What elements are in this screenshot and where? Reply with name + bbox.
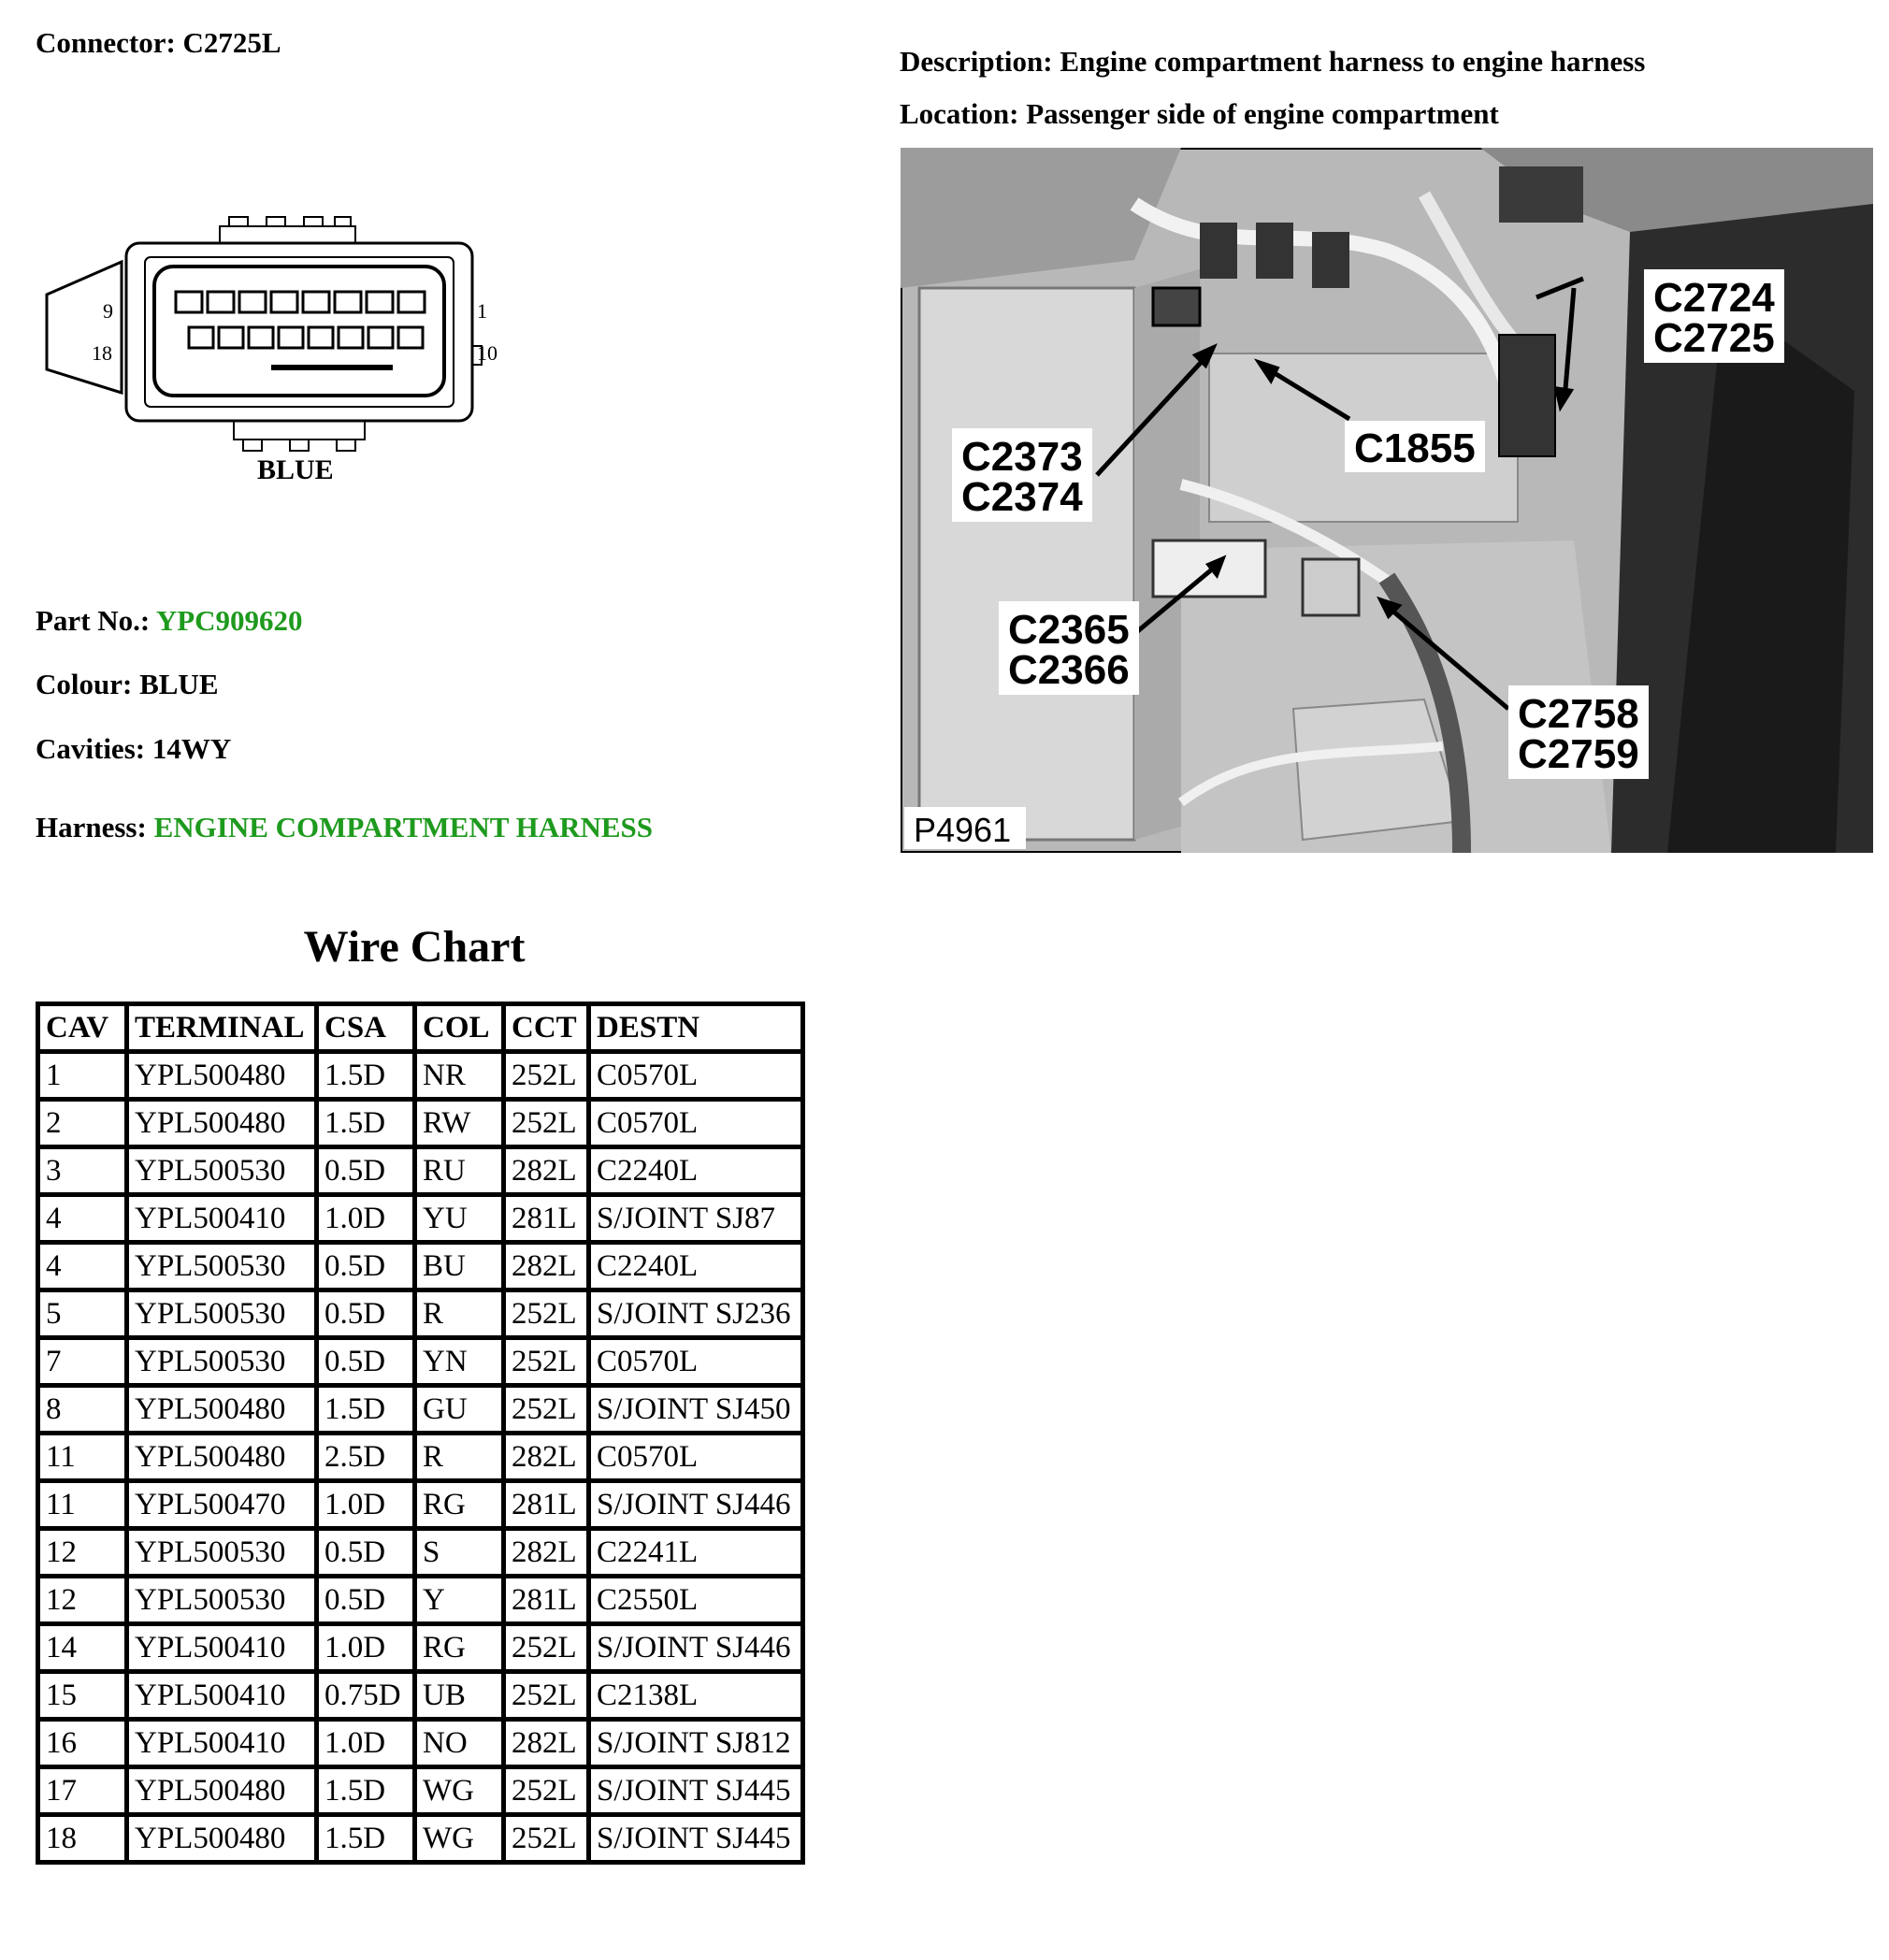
cell-terminal: YPL500530 (127, 1290, 317, 1338)
polarization-key (271, 365, 393, 370)
cell-terminal: YPL500480 (127, 1100, 317, 1147)
cell-cav: 4 (38, 1243, 127, 1290)
cell-terminal: YPL500530 (127, 1147, 317, 1195)
cell-destn: S/JOINT SJ812 (589, 1720, 803, 1767)
cell-csa: 1.5D (317, 1100, 415, 1147)
cell-terminal: YPL500410 (127, 1720, 317, 1767)
table-row (38, 1243, 803, 1290)
cell-csa: 0.5D (317, 1290, 415, 1338)
cell-cav: 7 (38, 1338, 127, 1386)
part-no-value: YPC909620 (155, 604, 303, 637)
location-label: Location: (900, 97, 1019, 130)
colour-label: Colour: (36, 668, 133, 700)
cell-col: Y (415, 1577, 504, 1624)
figure-id-box (904, 807, 1026, 849)
cell-cct: 252L (504, 1052, 589, 1100)
location-line (900, 97, 1499, 131)
cell-cct: 282L (504, 1147, 589, 1195)
connector-side-tab (47, 262, 122, 393)
callout-c1855-text: C1855 (1354, 425, 1476, 471)
header-cct: CCT (504, 1004, 589, 1052)
cell-cav: 17 (38, 1767, 127, 1815)
cell-col: BU (415, 1243, 504, 1290)
cell-destn: C2550L (589, 1577, 803, 1624)
callout-c2758-c2759 (1508, 685, 1649, 779)
cell-col: R (415, 1290, 504, 1338)
cell-cav: 5 (38, 1290, 127, 1338)
table-row (38, 1720, 803, 1767)
table-row (38, 1624, 803, 1672)
cell-cct: 252L (504, 1624, 589, 1672)
cell-cct: 252L (504, 1290, 589, 1338)
cell-col: RG (415, 1481, 504, 1529)
cell-terminal: YPL500480 (127, 1386, 317, 1434)
table-row (38, 1100, 803, 1147)
cell-csa: 0.5D (317, 1577, 415, 1624)
cavity-row-top (176, 292, 425, 312)
part-no-line (36, 604, 303, 638)
cell-terminal: YPL500530 (127, 1577, 317, 1624)
cell-destn: S/JOINT SJ445 (589, 1767, 803, 1815)
cell-cav: 1 (38, 1052, 127, 1100)
cell-cav: 15 (38, 1672, 127, 1720)
cell-csa: 0.5D (317, 1147, 415, 1195)
cell-destn: C0570L (589, 1052, 803, 1100)
cell-destn: S/JOINT SJ445 (589, 1815, 803, 1863)
cell-terminal: YPL500530 (127, 1338, 317, 1386)
cell-col: NO (415, 1720, 504, 1767)
connector-face-diagram (37, 206, 524, 486)
cell-destn: C2240L (589, 1243, 803, 1290)
location-photo (901, 148, 1873, 853)
cell-cav: 3 (38, 1147, 127, 1195)
callout-c2373: C2373 (961, 434, 1083, 480)
cell-cct: 282L (504, 1243, 589, 1290)
cell-cct: 252L (504, 1338, 589, 1386)
cell-cav: 16 (38, 1720, 127, 1767)
cell-cav: 11 (38, 1434, 127, 1481)
cell-csa: 0.5D (317, 1338, 415, 1386)
cell-cav: 11 (38, 1481, 127, 1529)
table-row (38, 1434, 803, 1481)
cell-destn: C2138L (589, 1672, 803, 1720)
cell-col: S (415, 1529, 504, 1577)
cell-col: RW (415, 1100, 504, 1147)
cell-csa: 0.5D (317, 1529, 415, 1577)
cell-cct: 252L (504, 1386, 589, 1434)
cell-destn: C0570L (589, 1338, 803, 1386)
table-row (38, 1577, 803, 1624)
cell-terminal: YPL500530 (127, 1243, 317, 1290)
header-col: COL (415, 1004, 504, 1052)
cell-cct: 281L (504, 1195, 589, 1243)
part-no-label: Part No.: (36, 604, 151, 637)
cell-col: YU (415, 1195, 504, 1243)
cell-terminal: YPL500410 (127, 1672, 317, 1720)
cell-col: YN (415, 1338, 504, 1386)
cell-col: NR (415, 1052, 504, 1100)
callout-c2373-c2374 (952, 428, 1092, 522)
cell-destn: C0570L (589, 1100, 803, 1147)
table-row (38, 1767, 803, 1815)
table-row (38, 1386, 803, 1434)
location-value: Passenger side of engine compartment (1026, 97, 1499, 130)
cell-cav: 4 (38, 1195, 127, 1243)
cell-terminal: YPL500480 (127, 1052, 317, 1100)
callout-c2365-c2366 (999, 601, 1139, 695)
connector-value: C2725L (182, 26, 281, 59)
pin-18-label: 18 (92, 341, 112, 365)
cell-cav: 18 (38, 1815, 127, 1863)
callout-c2759: C2759 (1518, 731, 1639, 777)
header-destn: DESTN (589, 1004, 803, 1052)
cell-csa: 1.0D (317, 1481, 415, 1529)
cell-terminal: YPL500480 (127, 1434, 317, 1481)
callout-c2724: C2724 (1653, 275, 1775, 321)
figure-id: P4961 (914, 811, 1012, 849)
cell-cct: 252L (504, 1767, 589, 1815)
cell-csa: 1.5D (317, 1386, 415, 1434)
cell-terminal: YPL500530 (127, 1529, 317, 1577)
cell-csa: 1.0D (317, 1624, 415, 1672)
table-row (38, 1195, 803, 1243)
cell-terminal: YPL500410 (127, 1195, 317, 1243)
cell-cav: 2 (38, 1100, 127, 1147)
table-row (38, 1529, 803, 1577)
cell-cct: 252L (504, 1815, 589, 1863)
cell-destn: S/JOINT SJ446 (589, 1624, 803, 1672)
description-label: Description: (900, 45, 1053, 78)
wire-chart-title: Wire Chart (303, 922, 526, 972)
cell-terminal: YPL500470 (127, 1481, 317, 1529)
cell-terminal: YPL500410 (127, 1624, 317, 1672)
callout-c2725: C2725 (1653, 315, 1775, 361)
table-row (38, 1672, 803, 1720)
callout-c2758: C2758 (1518, 691, 1639, 737)
cell-col: WG (415, 1815, 504, 1863)
cavity-row-bottom (189, 327, 423, 348)
callout-c2365: C2365 (1008, 607, 1130, 653)
cell-cct: 282L (504, 1434, 589, 1481)
harness-value: ENGINE COMPARTMENT HARNESS (153, 811, 654, 843)
harness-label: Harness: (36, 811, 147, 843)
colour-value: BLUE (139, 668, 219, 700)
cell-col: UB (415, 1672, 504, 1720)
pin-1-label: 1 (477, 299, 487, 323)
harness-line (36, 811, 653, 844)
cell-csa: 1.0D (317, 1195, 415, 1243)
table-row (38, 1290, 803, 1338)
cavities-line (36, 732, 231, 766)
cell-destn: C2241L (589, 1529, 803, 1577)
cell-destn: S/JOINT SJ450 (589, 1386, 803, 1434)
cell-cav: 12 (38, 1577, 127, 1624)
cell-col: RU (415, 1147, 504, 1195)
diagram-colour-label: BLUE (257, 454, 334, 485)
cell-cct: 281L (504, 1577, 589, 1624)
callout-c1855 (1345, 421, 1485, 472)
cell-col: R (415, 1434, 504, 1481)
cell-destn: C0570L (589, 1434, 803, 1481)
header-cav: CAV (38, 1004, 127, 1052)
cell-col: GU (415, 1386, 504, 1434)
cell-destn: S/JOINT SJ87 (589, 1195, 803, 1243)
cell-csa: 1.0D (317, 1720, 415, 1767)
cell-csa: 0.75D (317, 1672, 415, 1720)
cell-col: WG (415, 1767, 504, 1815)
connector-label: Connector: (36, 26, 176, 59)
cavities-value: 14WY (151, 732, 232, 765)
header-csa: CSA (317, 1004, 415, 1052)
table-row (38, 1052, 803, 1100)
cell-csa: 0.5D (317, 1243, 415, 1290)
callout-c2366: C2366 (1008, 647, 1130, 693)
cell-terminal: YPL500480 (127, 1815, 317, 1863)
wire-chart-header-row (38, 1004, 803, 1052)
cell-csa: 2.5D (317, 1434, 415, 1481)
table-row (38, 1481, 803, 1529)
description-line (900, 45, 1645, 79)
cell-cct: 252L (504, 1672, 589, 1720)
cell-destn: S/JOINT SJ446 (589, 1481, 803, 1529)
cell-cct: 252L (504, 1100, 589, 1147)
cell-destn: S/JOINT SJ236 (589, 1290, 803, 1338)
cell-cav: 14 (38, 1624, 127, 1672)
callout-c2374: C2374 (961, 474, 1083, 520)
cell-terminal: YPL500480 (127, 1767, 317, 1815)
cell-csa: 1.5D (317, 1815, 415, 1863)
connector-line (36, 26, 281, 60)
pin-10-label: 10 (477, 341, 497, 365)
callout-c2724-c2725 (1644, 269, 1784, 363)
cell-cct: 282L (504, 1720, 589, 1767)
cell-cav: 12 (38, 1529, 127, 1577)
colour-line (36, 668, 219, 701)
table-row (38, 1815, 803, 1863)
cell-cct: 282L (504, 1529, 589, 1577)
header-terminal: TERMINAL (127, 1004, 317, 1052)
table-row (38, 1147, 803, 1195)
cell-cav: 8 (38, 1386, 127, 1434)
cell-csa: 1.5D (317, 1767, 415, 1815)
cell-destn: C2240L (589, 1147, 803, 1195)
cell-col: RG (415, 1624, 504, 1672)
wire-chart-body (38, 1052, 803, 1863)
wire-chart-table (36, 1002, 805, 1865)
cavities-label: Cavities: (36, 732, 146, 765)
table-row (38, 1338, 803, 1386)
cell-csa: 1.5D (317, 1052, 415, 1100)
cell-cct: 281L (504, 1481, 589, 1529)
pin-9-label: 9 (103, 299, 113, 323)
description-value: Engine compartment harness to engine harness (1060, 45, 1646, 78)
